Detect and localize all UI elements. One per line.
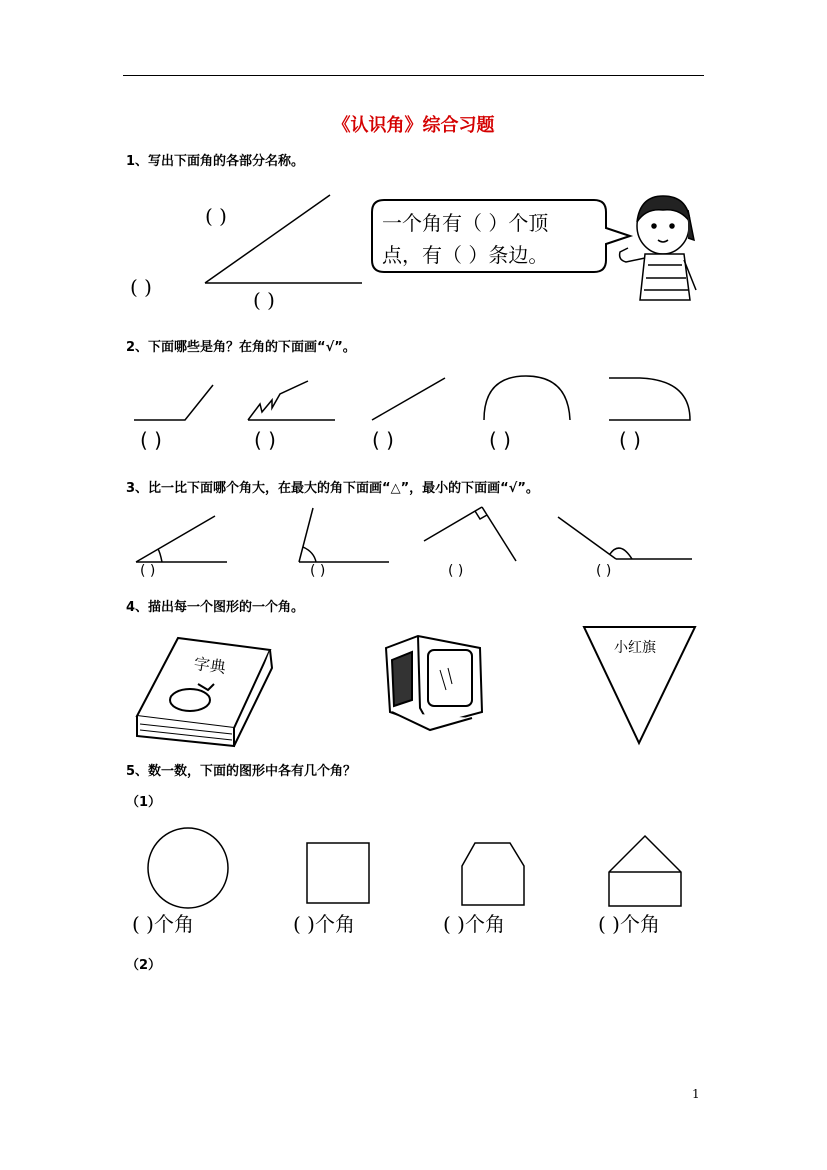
q5-count-circle[interactable]: ( )个角 (132, 912, 194, 936)
page-number: 1 (692, 1087, 700, 1101)
q3-blank-2[interactable]: ( ) (310, 563, 326, 579)
q1-blank-vertex[interactable]: ( ) (130, 275, 152, 299)
q2-blank-5[interactable]: ( ) (619, 428, 641, 452)
q5-count-house[interactable]: ( )个角 (598, 912, 660, 936)
bubble-line-1: 一个角有（ ）个顶 (382, 211, 549, 235)
q3-blank-4[interactable]: ( ) (596, 563, 612, 579)
q5-count-square[interactable]: ( )个角 (293, 912, 355, 936)
flag-label: 小红旗 (614, 640, 656, 656)
book-label: 字典 (192, 653, 228, 678)
question-3-text: 3、比一比下面哪个角大，在最大的角下面画“△”，最小的下面画“√”。 (126, 481, 539, 496)
question-5-text: 5、数一数，下面的图形中各有几个角？ (126, 764, 357, 779)
q2-blank-3[interactable]: ( ) (372, 428, 394, 452)
q3-blank-1[interactable]: ( ) (140, 563, 156, 579)
q1-blank-side[interactable]: ( ) (253, 288, 275, 312)
q5-count-hexagon[interactable]: ( )个角 (443, 912, 505, 936)
question-1-text: 1、写出下面角的各部分名称。 (126, 154, 305, 169)
sub-question-2: （2） (126, 958, 162, 973)
q3-blank-3[interactable]: ( ) (448, 563, 464, 579)
q1-angle-figure (205, 195, 362, 283)
q2-figures (134, 376, 690, 420)
sub-question-1: （1） (126, 795, 162, 810)
q2-blank-1[interactable]: ( ) (140, 428, 162, 452)
q2-blank-4[interactable]: ( ) (489, 428, 511, 452)
q5-shapes (148, 828, 681, 908)
girl-illustration (620, 196, 696, 300)
page-title: 《认识角》综合习题 (332, 115, 495, 136)
question-4-text: 4、描出每一个图形的一个角。 (126, 600, 305, 615)
tv-illustration (386, 636, 482, 730)
bubble-line-2: 点，有（ ）条边。 (382, 243, 549, 267)
q2-blank-2[interactable]: ( ) (254, 428, 276, 452)
speech-bubble-text (382, 207, 548, 271)
question-2-text: 2、下面哪些是角？在角的下面画“√”。 (126, 340, 356, 355)
q3-figures (136, 507, 692, 562)
q1-blank-top[interactable]: ( ) (205, 204, 227, 228)
